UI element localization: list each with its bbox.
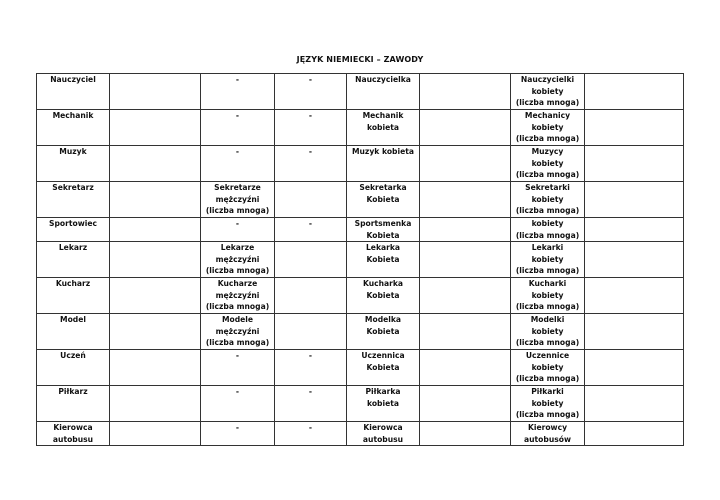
cell-text: Uczeń	[60, 351, 86, 361]
cell-text: -	[308, 387, 313, 397]
cell-text: kobiety	[531, 290, 564, 300]
male-plural-cell	[201, 350, 275, 386]
profession-female-cell	[347, 74, 420, 110]
blank-cell	[585, 74, 684, 110]
cell-text: Mechanicy	[524, 111, 571, 120]
page-title: JĘZYK NIEMIECKI – ZAWODY	[296, 55, 424, 64]
cell-text: (liczba mnoga)	[515, 266, 580, 276]
dash-cell	[275, 422, 347, 446]
cell-text: -	[308, 219, 313, 228]
cell-text: Kobieta	[366, 194, 400, 204]
blank-cell	[420, 278, 511, 314]
male-plural-cell	[201, 146, 275, 182]
blank-cell	[585, 278, 684, 314]
table-row	[37, 218, 684, 242]
blank-cell	[585, 218, 684, 242]
profession-male-cell	[37, 278, 110, 314]
profession-male-cell	[37, 386, 110, 422]
cell-text: kobiety	[531, 122, 564, 132]
profession-female-cell	[347, 110, 420, 146]
dash-cell	[275, 74, 347, 110]
female-plural-cell	[511, 350, 585, 386]
profession-female-cell	[347, 386, 420, 422]
blank-cell	[110, 182, 201, 218]
cell-text: kobieta	[366, 398, 399, 408]
cell-text: Kobieta	[366, 326, 400, 336]
female-plural-cell	[511, 386, 585, 422]
female-plural-cell	[511, 242, 585, 278]
blank-cell	[585, 110, 684, 146]
cell-text: kobiety	[531, 398, 564, 408]
blank-cell	[420, 146, 511, 182]
blank-cell	[420, 242, 511, 278]
dash-cell	[275, 350, 347, 386]
blank-cell	[110, 314, 201, 350]
cell-text: (liczba mnoga)	[515, 206, 580, 216]
male-plural-cell	[201, 218, 275, 242]
cell-text: -	[235, 423, 240, 433]
female-plural-cell	[511, 314, 585, 350]
cell-text: kobiety	[531, 326, 564, 336]
cell-text: Kucharz	[55, 279, 91, 289]
cell-text: Kobieta	[366, 362, 400, 372]
blank-cell	[110, 110, 201, 146]
cell-text: kobieta	[366, 122, 399, 132]
female-plural-cell	[511, 182, 585, 218]
male-plural-cell	[201, 422, 275, 446]
table-row	[37, 146, 684, 182]
cell-text: Nauczycielki	[520, 75, 575, 84]
cell-text: Uczennice	[525, 351, 570, 361]
blank-cell	[420, 182, 511, 218]
cell-text: Kierowca	[363, 423, 403, 433]
cell-text: (liczba mnoga)	[515, 170, 580, 180]
cell-text: (liczba mnoga)	[205, 266, 270, 276]
profession-female-cell	[347, 422, 420, 446]
cell-text: kobiety	[531, 158, 564, 168]
blank-cell	[110, 146, 201, 182]
dash-cell	[275, 110, 347, 146]
cell-text: kobiety	[531, 362, 564, 372]
cell-text: kobiety	[531, 254, 564, 264]
cell-text: -	[235, 147, 240, 156]
cell-text: Sportowiec	[49, 219, 97, 228]
cell-text: Nauczycielka	[355, 75, 411, 84]
cell-text: (liczba mnoga)	[515, 410, 580, 420]
male-plural-cell	[201, 278, 275, 314]
cell-text: Kucharki	[528, 279, 567, 289]
female-plural-cell	[511, 110, 585, 146]
cell-text: mężczyźni	[215, 290, 260, 300]
cell-text: Piłkarka	[365, 387, 401, 397]
cell-text: (liczba mnoga)	[515, 230, 580, 240]
profession-female-cell	[347, 278, 420, 314]
cell-text: Kierowcy	[527, 423, 568, 433]
blank-cell	[585, 386, 684, 422]
cell-text: (liczba mnoga)	[515, 302, 580, 312]
profession-male-cell	[37, 314, 110, 350]
cell-text: (liczba mnoga)	[515, 374, 580, 384]
cell-text: Lekarze	[220, 243, 255, 253]
dash-cell	[275, 182, 347, 218]
blank-cell	[585, 314, 684, 350]
table-row	[37, 110, 684, 146]
cell-text: Muzyk kobieta	[351, 147, 415, 156]
cell-text: kobiety	[531, 194, 564, 204]
table-row	[37, 422, 684, 446]
cell-text: -	[308, 75, 313, 84]
blank-cell	[420, 422, 511, 446]
cell-text: -	[308, 423, 313, 433]
cell-text: Lekarz	[58, 243, 88, 253]
cell-text: autobusu	[362, 434, 404, 444]
cell-text: Sekretarki	[525, 183, 570, 192]
cell-text: Piłkarki	[531, 387, 564, 397]
cell-text: -	[308, 111, 313, 120]
cell-text: -	[308, 351, 313, 361]
table-row	[37, 278, 684, 314]
cell-text: autobusu	[52, 434, 94, 444]
profession-male-cell	[37, 218, 110, 242]
cell-text: autobusów	[524, 434, 571, 444]
profession-male-cell	[37, 74, 110, 110]
table-body	[37, 74, 684, 446]
male-plural-cell	[201, 182, 275, 218]
cell-text: Modelka	[364, 315, 402, 325]
cell-text: Model	[60, 315, 86, 325]
blank-cell	[585, 350, 684, 386]
dash-cell	[275, 242, 347, 278]
blank-cell	[585, 182, 684, 218]
cell-text: (liczba mnoga)	[205, 338, 270, 348]
male-plural-cell	[201, 314, 275, 350]
profession-female-cell	[347, 182, 420, 218]
profession-female-cell	[347, 242, 420, 278]
dash-cell	[275, 218, 347, 242]
blank-cell	[585, 422, 684, 446]
cell-text: kobiety	[531, 219, 564, 228]
cell-text: Piłkarz	[58, 387, 88, 397]
blank-cell	[585, 242, 684, 278]
cell-text: Mechanik	[362, 111, 404, 120]
blank-cell	[110, 278, 201, 314]
female-plural-cell	[511, 146, 585, 182]
cell-text: Modelki	[530, 315, 565, 325]
cell-text: (liczba mnoga)	[205, 206, 270, 216]
profession-male-cell	[37, 110, 110, 146]
cell-text: Sekretarka	[359, 183, 407, 192]
cell-text: Modele	[221, 315, 254, 325]
cell-text: Lekarka	[365, 243, 401, 253]
female-plural-cell	[511, 218, 585, 242]
cell-text: Kobieta	[366, 254, 400, 264]
female-plural-cell	[511, 422, 585, 446]
cell-text: Sportsmenka	[354, 219, 412, 228]
profession-male-cell	[37, 242, 110, 278]
blank-cell	[420, 110, 511, 146]
male-plural-cell	[201, 386, 275, 422]
table-row	[37, 242, 684, 278]
cell-text: (liczba mnoga)	[515, 338, 580, 348]
blank-cell	[110, 74, 201, 110]
profession-female-cell	[347, 314, 420, 350]
cell-text: -	[235, 75, 240, 84]
profession-female-cell	[347, 350, 420, 386]
blank-cell	[420, 314, 511, 350]
blank-cell	[110, 218, 201, 242]
cell-text: -	[308, 147, 313, 156]
cell-text: Uczennica	[361, 351, 405, 361]
professions-table	[36, 73, 684, 446]
profession-male-cell	[37, 182, 110, 218]
profession-female-cell	[347, 218, 420, 242]
cell-text: Sekretarze	[214, 183, 261, 192]
blank-cell	[110, 242, 201, 278]
cell-text: Kucharka	[362, 279, 404, 289]
cell-text: (liczba mnoga)	[515, 134, 580, 144]
cell-text: Muzyk	[59, 147, 87, 156]
cell-text: (liczba mnoga)	[205, 302, 270, 312]
profession-male-cell	[37, 422, 110, 446]
dash-cell	[275, 314, 347, 350]
cell-text: kobiety	[531, 86, 564, 96]
cell-text: Muzycy	[531, 147, 564, 156]
table-row	[37, 350, 684, 386]
cell-text: -	[235, 111, 240, 120]
profession-male-cell	[37, 350, 110, 386]
blank-cell	[110, 422, 201, 446]
cell-text: Lekarki	[531, 243, 564, 253]
table-row	[37, 182, 684, 218]
blank-cell	[110, 350, 201, 386]
blank-cell	[420, 386, 511, 422]
cell-text: Sekretarz	[52, 183, 94, 192]
cell-text: (liczba mnoga)	[515, 98, 580, 108]
cell-text: Kobieta	[366, 290, 400, 300]
female-plural-cell	[511, 278, 585, 314]
profession-male-cell	[37, 146, 110, 182]
cell-text: Mechanik	[52, 111, 94, 120]
table-row	[37, 74, 684, 110]
cell-text: -	[235, 351, 240, 361]
table-row	[37, 314, 684, 350]
cell-text: mężczyźni	[215, 194, 260, 204]
table-row	[37, 386, 684, 422]
cell-text: -	[235, 219, 240, 228]
cell-text: mężczyźni	[215, 254, 260, 264]
blank-cell	[420, 74, 511, 110]
cell-text: Kierowca	[53, 423, 93, 433]
male-plural-cell	[201, 242, 275, 278]
cell-text: Nauczyciel	[50, 75, 96, 84]
cell-text: Kobieta	[366, 230, 400, 240]
profession-female-cell	[347, 146, 420, 182]
cell-text: -	[235, 387, 240, 397]
male-plural-cell	[201, 110, 275, 146]
dash-cell	[275, 386, 347, 422]
male-plural-cell	[201, 74, 275, 110]
blank-cell	[585, 146, 684, 182]
blank-cell	[420, 350, 511, 386]
dash-cell	[275, 146, 347, 182]
blank-cell	[110, 386, 201, 422]
cell-text: Kucharze	[217, 279, 258, 289]
cell-text: mężczyźni	[215, 326, 260, 336]
blank-cell	[420, 218, 511, 242]
dash-cell	[275, 278, 347, 314]
female-plural-cell	[511, 74, 585, 110]
